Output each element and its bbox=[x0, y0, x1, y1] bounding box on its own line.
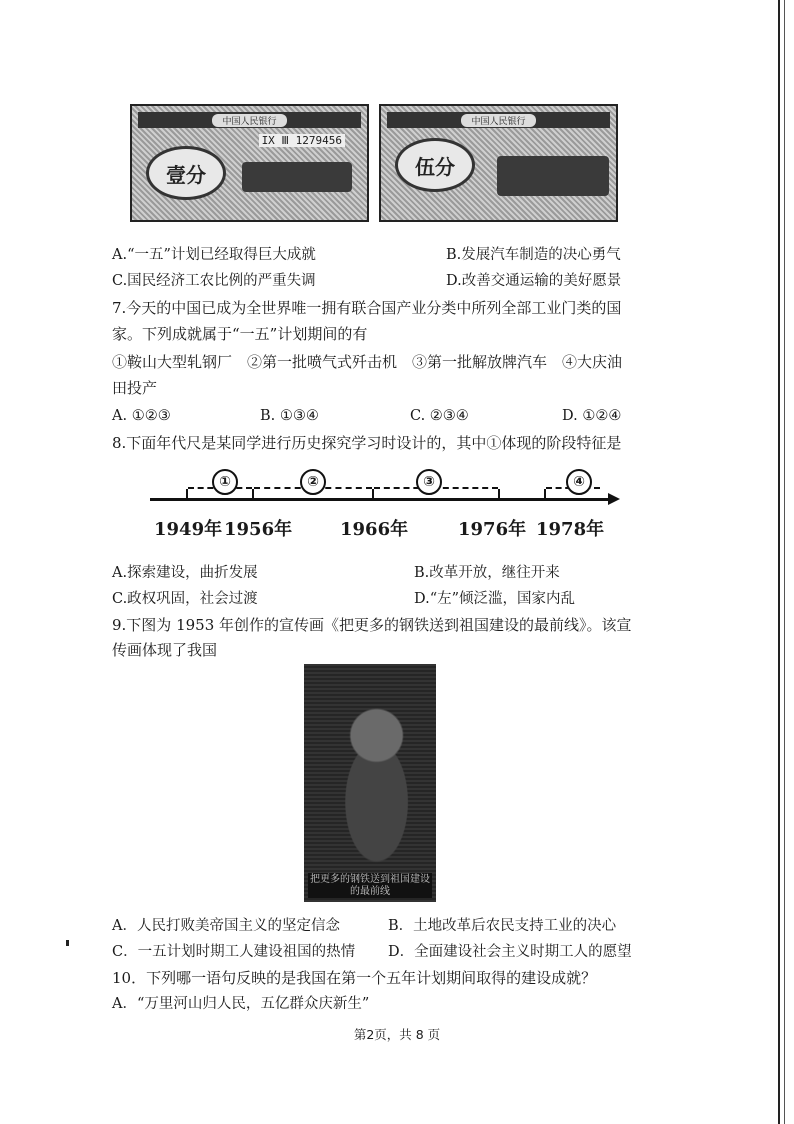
q6-option-d: D.改善交通运输的美好愿景 bbox=[446, 273, 622, 289]
banknote-value-oval bbox=[395, 138, 475, 192]
q7-stem-line1: 7.今天的中国已成为全世界唯一拥有联合国产业分类中所列全部工业门类的国 bbox=[112, 299, 622, 317]
banknote-header-band bbox=[387, 112, 610, 128]
timeline-marker-4: ④ bbox=[566, 469, 592, 495]
q8-option-c: C.政权巩固，社会过渡 bbox=[112, 591, 258, 607]
q8-option-a: A.探索建设，曲折发展 bbox=[112, 565, 258, 581]
banknote-one-fen bbox=[130, 104, 369, 222]
q9-option-d: D．全面建设社会主义时期工人的愿望 bbox=[388, 944, 632, 960]
q8-stem: 8.下面年代尺是某同学进行历史探究学习时设计的，其中①体现的阶段特征是 bbox=[112, 434, 622, 452]
q7-items-line2: 田投产 bbox=[112, 379, 158, 397]
timeline-segment-1 bbox=[188, 498, 252, 501]
banknote-images bbox=[130, 104, 618, 222]
q7-option-c: C. ②③④ bbox=[410, 408, 469, 424]
q10-option-a: A．“万里河山归人民，五亿群众庆新生” bbox=[112, 996, 370, 1012]
q6-option-a: A.“一五”计划已经取得巨大成就 bbox=[112, 247, 316, 263]
banknote-five-fen bbox=[379, 104, 618, 222]
q9-stem-line2: 传画体现了我国 bbox=[112, 641, 218, 659]
page-edge-line bbox=[778, 0, 780, 1124]
q7-option-d: D. ①②④ bbox=[562, 408, 622, 424]
q7-option-a: A. ①②③ bbox=[112, 408, 171, 424]
q8-option-b: B.改革开放，继往开来 bbox=[414, 565, 560, 581]
banknote-header: 中国人民银行 bbox=[461, 114, 535, 127]
q9-option-b: B．土地改革后农民支持工业的决心 bbox=[388, 918, 617, 934]
banknote-header: 中国人民银行 bbox=[212, 114, 286, 127]
banknote-serial: IX Ⅲ 1279456 bbox=[259, 134, 345, 147]
timeline-year-1949: 1949年 bbox=[154, 519, 223, 540]
q8-option-d: D.“左”倾泛滥，国家内乱 bbox=[414, 591, 576, 607]
timeline-arrowhead bbox=[608, 493, 620, 505]
banknote-value: 壹分 bbox=[166, 162, 206, 187]
history-timeline bbox=[150, 465, 620, 545]
q6-option-c: C.国民经济工农比例的严重失调 bbox=[112, 273, 316, 289]
timeline-year-1966: 1966年 bbox=[340, 519, 409, 540]
propaganda-poster-image bbox=[304, 664, 436, 902]
timeline-year-1978: 1978年 bbox=[536, 519, 605, 540]
q9-option-c: C．一五计划时期工人建设祖国的热情 bbox=[112, 944, 356, 960]
q6-option-b: B.发展汽车制造的决心勇气 bbox=[446, 247, 621, 263]
banknote-header-band bbox=[138, 112, 361, 128]
timeline-marker-1: ① bbox=[212, 469, 238, 495]
timeline-year-1976: 1976年 bbox=[458, 519, 527, 540]
page-footer: 第2页，共 8 页 bbox=[353, 1027, 441, 1042]
timeline-marker-2: ② bbox=[300, 469, 326, 495]
q9-stem-line1: 9.下图为 1953 年创作的宣传画《把更多的钢铁送到祖国建设的最前线》。该宣 bbox=[112, 616, 632, 634]
q7-items-line1: ①鞍山大型轧钢厂 ②第一批喷气式歼击机 ③第一批解放牌汽车 ④大庆油 bbox=[112, 353, 623, 371]
ship-illustration bbox=[497, 156, 609, 196]
timeline-tick bbox=[498, 489, 500, 501]
q9-option-a: A．人民打败美帝国主义的坚定信念 bbox=[112, 918, 340, 934]
timeline-segment-3 bbox=[374, 498, 498, 501]
banknote-value-oval bbox=[146, 146, 226, 200]
q7-option-b: B. ①③④ bbox=[260, 408, 319, 424]
q7-stem-line2: 家。下列成就属于“一五”计划期间的有 bbox=[112, 325, 368, 343]
timeline-marker-3: ③ bbox=[416, 469, 442, 495]
page-edge-line-secondary bbox=[784, 0, 785, 1124]
q10-stem: 10．下列哪一语句反映的是我国在第一个五年计划期间取得的建设成就？ bbox=[112, 969, 597, 987]
timeline-segment-4 bbox=[546, 498, 600, 501]
timeline-segment-2 bbox=[254, 498, 372, 501]
timeline-year-1956: 1956年 bbox=[224, 519, 293, 540]
scan-speck bbox=[66, 940, 69, 946]
banknote-value: 伍分 bbox=[415, 154, 455, 179]
poster-caption: 把更多的钢铁送到祖国建设的最前线 bbox=[310, 874, 430, 897]
truck-illustration bbox=[242, 162, 352, 192]
